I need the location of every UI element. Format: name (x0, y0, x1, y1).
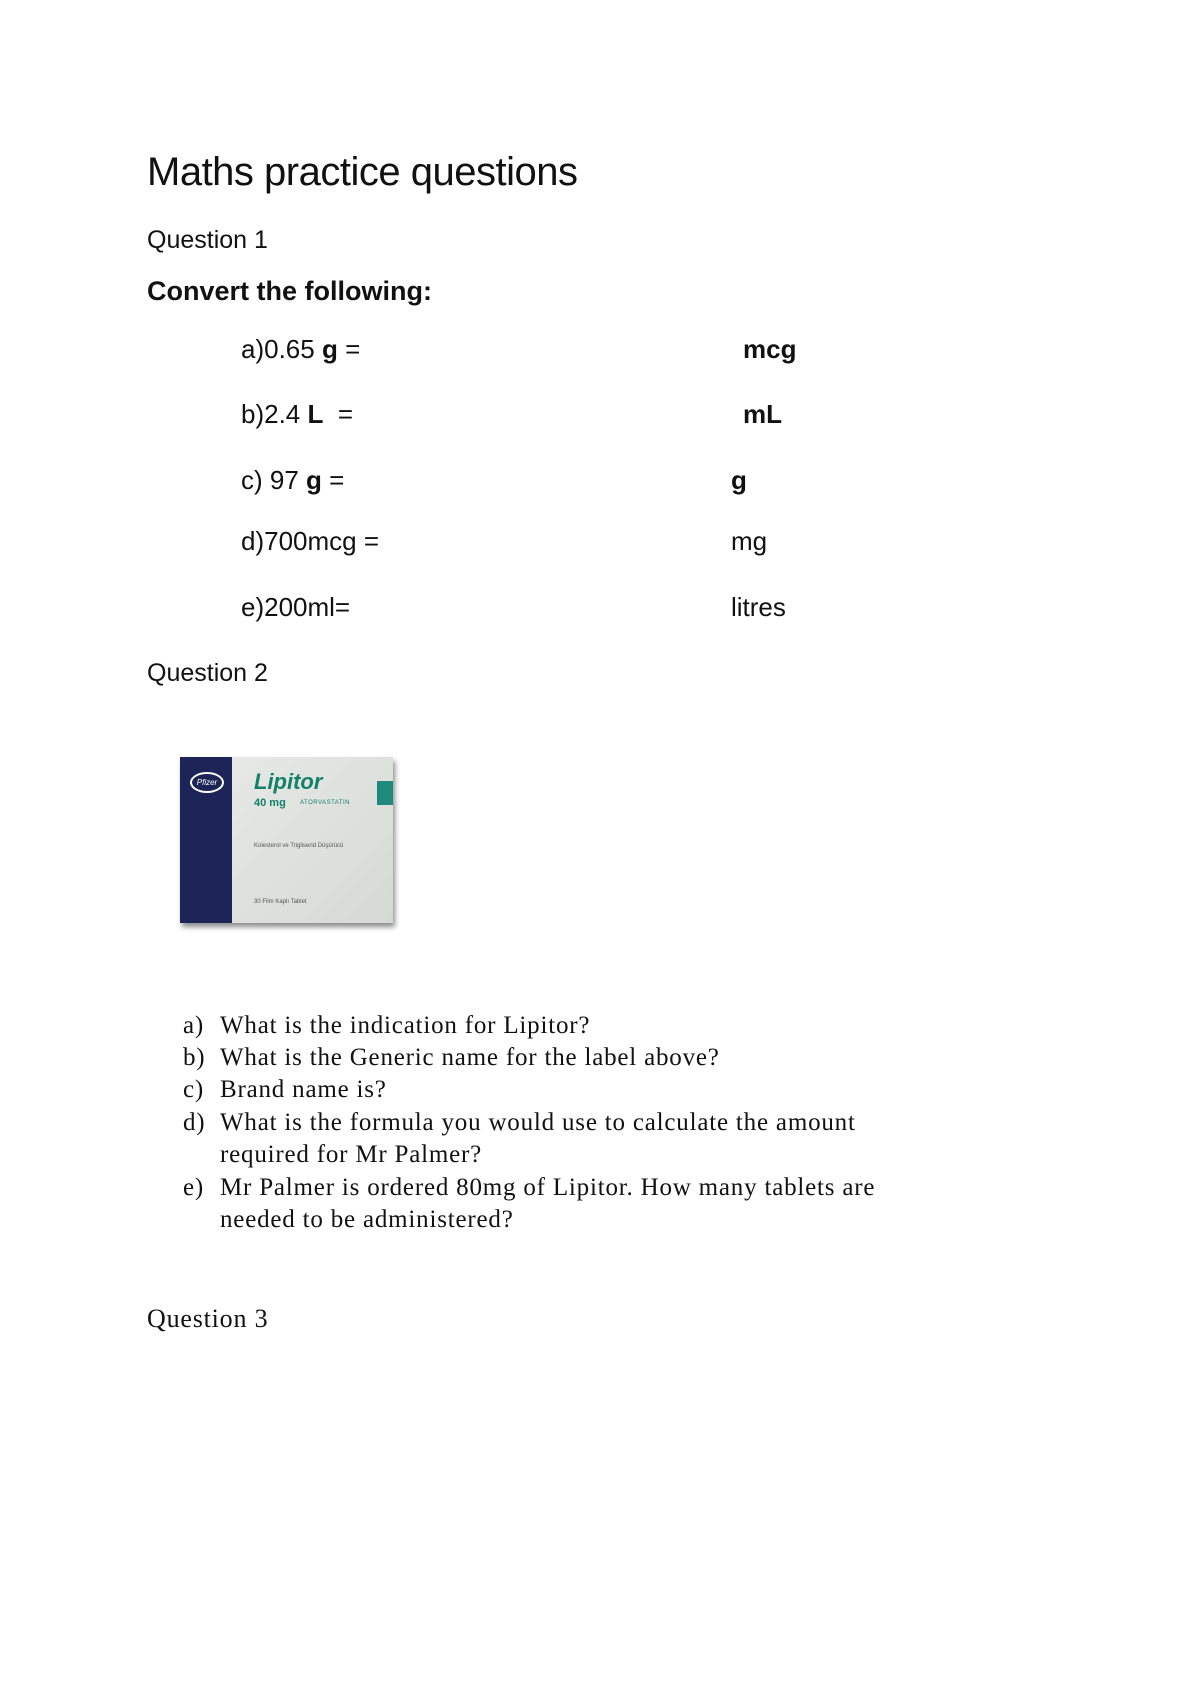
conversion-e-target-unit: litres (731, 592, 786, 622)
brand-name: Lipitor (254, 769, 323, 794)
conversion-d-target-unit: mg (731, 526, 768, 556)
lipitor-box-image (180, 757, 393, 923)
list-item: What is the Generic name for the label above? (220, 1044, 720, 1071)
tablet-count: 30 Film Kaplı Tablet (254, 899, 307, 905)
value: c) 97 (241, 465, 307, 495)
list-item: What is the formula you would use to calculate the amount (220, 1109, 856, 1136)
list-item-label: b) (183, 1044, 206, 1071)
question-1-heading: Question 1 (147, 226, 268, 254)
list-item-label: d) (183, 1109, 206, 1136)
value: a)0.65 (241, 334, 322, 364)
dose: 40 mg (254, 797, 286, 809)
unit: g (321, 334, 338, 364)
conversion-b-target-unit: mL (743, 399, 782, 429)
list-item-label: a) (183, 1012, 205, 1039)
value: b)2.4 (241, 399, 308, 429)
indication: Kolesterol ve Trigliserid Düşürücü (254, 843, 344, 849)
conversion-e: e)200ml= (241, 592, 351, 622)
question-2-heading: Question 2 (147, 659, 268, 687)
list-item-continuation: required for Mr Palmer? (220, 1141, 483, 1168)
list-item-continuation: needed to be administered? (220, 1206, 514, 1233)
teal-stripe (377, 781, 393, 805)
unit: g (306, 465, 322, 495)
list-item: Brand name is? (220, 1076, 387, 1103)
convert-instruction: Convert the following: (147, 276, 432, 306)
generic-name: ATORVASTATIN (300, 800, 351, 806)
unit: L (307, 399, 324, 429)
conversion-b (241, 399, 353, 430)
conversion-a-target-unit: mcg (743, 334, 797, 364)
list-item-label: e) (183, 1174, 205, 1201)
conversion-a (241, 334, 360, 365)
list-item-label: c) (183, 1076, 205, 1103)
pfizer-logo: Pfizer (190, 772, 224, 793)
equals: = (323, 399, 354, 429)
equals: = (337, 334, 361, 364)
list-item: What is the indication for Lipitor? (220, 1012, 591, 1039)
list-item: Mr Palmer is ordered 80mg of Lipitor. How many tablets are (220, 1174, 876, 1201)
conversion-c (241, 465, 344, 496)
page-title: Maths practice questions (147, 150, 578, 194)
equals: = (321, 465, 345, 495)
conversion-c-target-unit: g (731, 465, 747, 495)
question-3-heading: Question 3 (147, 1304, 269, 1333)
conversion-d: d)700mcg = (241, 526, 380, 556)
